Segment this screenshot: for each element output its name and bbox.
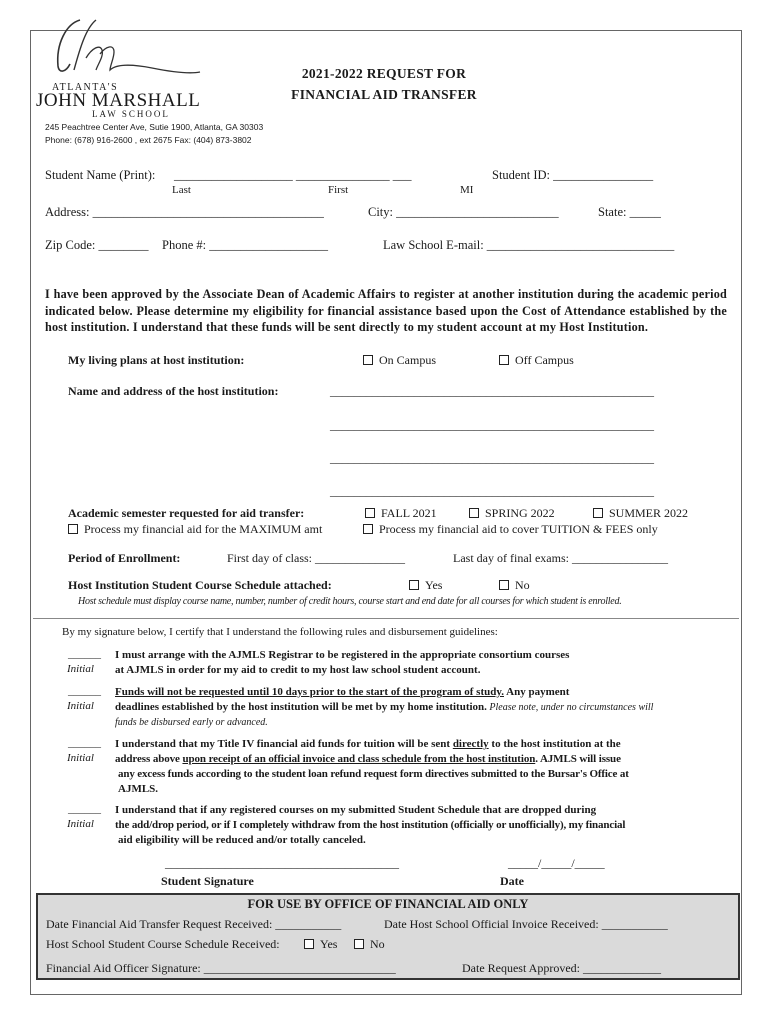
- rule3-line3: any excess funds according to the student loan refund request form directives submitted to the Bursar's Office at: [118, 768, 629, 780]
- rule2-note: Please note, under no circumstances will: [486, 702, 654, 713]
- fall-checkbox[interactable]: [365, 508, 375, 518]
- max-amount-option[interactable]: [68, 522, 322, 537]
- rule3-underlined: upon receipt of an official invoice and class schedule from the host institution: [182, 753, 536, 765]
- host-institution-line-3[interactable]: ______________________________________________________: [330, 451, 654, 465]
- office-yes-checkbox[interactable]: [304, 939, 314, 949]
- rule2-line2-text: deadlines established by the host institution will be met by my home institution.: [115, 701, 487, 713]
- approval-statement: I have been approved by the Associate Dean of Academic Affairs to register at another institution during the academic period indicated below. Please determine my eligibility for financial assistance based upon the Cost of Attendance established by the host institution. I understand that these funds will be sent directly to my student account at my Host Institution.: [45, 287, 727, 334]
- form-title-line2: FINANCIAL AID TRANSFER: [291, 87, 477, 102]
- living-plans-label: My living plans at host institution:: [68, 353, 245, 367]
- host-institution-line-2[interactable]: ______________________________________________________: [330, 418, 654, 432]
- spring-checkbox[interactable]: [469, 508, 479, 518]
- on-campus-option[interactable]: [363, 353, 436, 368]
- date-field[interactable]: _____/_____/_____: [508, 856, 605, 870]
- on-campus-checkbox[interactable]: [363, 355, 373, 365]
- date-label: Date: [500, 874, 524, 888]
- schedule-yes-checkbox[interactable]: [409, 580, 419, 590]
- fall-label: FALL 2021: [381, 506, 437, 520]
- tuition-fees-label: Process my financial aid to cover TUITION & FEES only: [379, 522, 658, 536]
- rule3-line4: AJMLS.: [118, 783, 159, 795]
- rule1-initial-caption: Initial: [67, 663, 94, 675]
- rule1-initial-field[interactable]: ______: [68, 648, 101, 660]
- student-name-label: Student Name (Print):: [45, 168, 156, 182]
- rule3-directly: directly: [452, 738, 489, 750]
- schedule-yes-label: Yes: [425, 578, 443, 592]
- invoice-received-field[interactable]: Date Host School Official Invoice Received: ___________: [384, 917, 668, 931]
- school-logo-icon: [22, 14, 212, 89]
- office-yes-label: Yes: [320, 937, 338, 951]
- logo-atlantas: ATLANTA'S: [52, 82, 119, 93]
- address-field[interactable]: Address: _____________________________________: [45, 205, 324, 219]
- schedule-label: Host Institution Student Course Schedule attached:: [68, 578, 332, 592]
- student-name-field[interactable]: ___________________ _______________ ___: [174, 168, 412, 182]
- schedule-no-option[interactable]: [499, 578, 530, 593]
- date-approved-field[interactable]: Date Request Approved: _____________: [462, 961, 661, 975]
- max-amount-label: Process my financial aid for the MAXIMUM amt: [84, 522, 323, 536]
- state-field[interactable]: State: _____: [598, 205, 661, 219]
- spring-option[interactable]: [469, 506, 555, 521]
- rule4-initial-field[interactable]: ______: [68, 803, 101, 815]
- on-campus-label: On Campus: [379, 353, 436, 367]
- office-yes-option[interactable]: [304, 937, 337, 952]
- email-field[interactable]: Law School E-mail: ______________________________: [383, 238, 675, 252]
- transfer-received-field[interactable]: Date Financial Aid Transfer Request Received: ___________: [46, 917, 342, 931]
- middle-initial-caption: MI: [460, 184, 474, 196]
- rule3-text-d: . AJMLS will issue: [535, 753, 621, 765]
- rule3-initial-caption: Initial: [67, 752, 94, 764]
- last-day-field[interactable]: Last day of final exams: ________________: [453, 551, 668, 565]
- rule4-initial-caption: Initial: [67, 818, 94, 830]
- summer-label: SUMMER 2022: [609, 506, 689, 520]
- signature-line[interactable]: _______________________________________: [165, 856, 399, 870]
- semester-label: Academic semester requested for aid transfer:: [68, 506, 305, 520]
- off-campus-option[interactable]: [499, 353, 574, 368]
- period-label: Period of Enrollment:: [68, 551, 181, 565]
- first-day-field[interactable]: First day of class: _______________: [227, 551, 405, 565]
- rule2-line3: funds be disbursed early or advanced.: [115, 717, 268, 728]
- rule3-text-c: address above: [115, 753, 183, 765]
- phone-field[interactable]: Phone #: ___________________: [162, 238, 328, 252]
- office-no-label: No: [370, 937, 385, 951]
- zip-code-field[interactable]: Zip Code: ________: [45, 238, 149, 252]
- rules-intro: By my signature below, I certify that I understand the following rules and disbursement guidelines:: [62, 626, 498, 638]
- office-use-title: FOR USE BY OFFICE OF FINANCIAL AID ONLY: [247, 897, 529, 911]
- office-no-option[interactable]: [354, 937, 385, 952]
- schedule-no-checkbox[interactable]: [499, 580, 509, 590]
- summer-option[interactable]: [593, 506, 688, 521]
- tuition-fees-option[interactable]: [363, 522, 658, 537]
- rule3-text-a: I understand that my Title IV financial aid funds for tuition will be sent: [115, 738, 453, 750]
- school-address: 245 Peachtree Center Ave, Sutie 1900, Atlanta, GA 30303: [45, 122, 264, 132]
- rule1-line1: I must arrange with the AJMLS Registrar to be registered in the appropriate consortium courses: [115, 649, 570, 661]
- signature-label: Student Signature: [161, 874, 254, 888]
- rule4-line1: I understand that if any registered courses on my submitted Student Schedule that are dropped during: [115, 804, 597, 816]
- logo-john-marshall: JOHN MARSHALL: [36, 90, 201, 111]
- office-use-box: [36, 893, 740, 980]
- spring-label: SPRING 2022: [485, 506, 555, 520]
- logo-law-school: LAW SCHOOL: [92, 109, 170, 119]
- rule3-line2: [115, 752, 621, 767]
- officer-signature-field[interactable]: Financial Aid Officer Signature: ________________________________: [46, 961, 396, 975]
- rule3-text-b: to the host institution at the: [488, 738, 621, 750]
- host-institution-line-1[interactable]: ______________________________________________________: [330, 384, 654, 398]
- office-no-checkbox[interactable]: [354, 939, 364, 949]
- form-title-line1: 2021-2022 REQUEST FOR: [301, 66, 467, 81]
- rule1-line2: at AJMLS in order for my aid to credit to my host law school student account.: [115, 664, 481, 676]
- schedule-yes-option[interactable]: [409, 578, 442, 593]
- fall-option[interactable]: [365, 506, 437, 521]
- tuition-fees-checkbox[interactable]: [363, 524, 373, 534]
- section-divider: [33, 618, 739, 619]
- off-campus-label: Off Campus: [515, 353, 574, 367]
- rule4-line2: the add/drop period, or if I completely withdraw from the host institution (officially or unofficially), my financial: [115, 819, 626, 831]
- rule4-line3: aid eligibility will be reduced and/or totally canceled.: [118, 834, 366, 846]
- first-name-caption: First: [328, 184, 349, 196]
- rule2-line1: [115, 685, 569, 700]
- rule3-initial-field[interactable]: ______: [68, 737, 101, 749]
- max-amount-checkbox[interactable]: [68, 524, 78, 534]
- host-institution-label: Name and address of the host institution:: [68, 384, 279, 398]
- rule2-underlined: Funds will not be requested until 10 days prior to the start of the program of study.: [115, 686, 504, 698]
- host-institution-line-4[interactable]: ______________________________________________________: [330, 484, 654, 498]
- schedule-note: Host schedule must display course name, number, number of credit hours, course start and end date for all courses for which student is enrolled.: [78, 596, 622, 607]
- rule2-initial-field[interactable]: ______: [68, 685, 101, 697]
- school-phone: Phone: (678) 916-2600 , ext 2675 Fax: (404) 873-3802: [45, 135, 252, 145]
- student-id-field[interactable]: Student ID: ________________: [492, 168, 654, 182]
- last-name-caption: Last: [172, 184, 191, 196]
- rule2-initial-caption: Initial: [67, 700, 94, 712]
- city-field[interactable]: City: __________________________: [368, 205, 559, 219]
- rule3-line1: [115, 737, 621, 752]
- schedule-received-label: Host School Student Course Schedule Received:: [46, 937, 280, 951]
- summer-checkbox[interactable]: [593, 508, 603, 518]
- rule2-line2: [115, 700, 653, 715]
- off-campus-checkbox[interactable]: [499, 355, 509, 365]
- schedule-no-label: No: [515, 578, 530, 592]
- rule2-line1-rest: Any payment: [504, 686, 570, 698]
